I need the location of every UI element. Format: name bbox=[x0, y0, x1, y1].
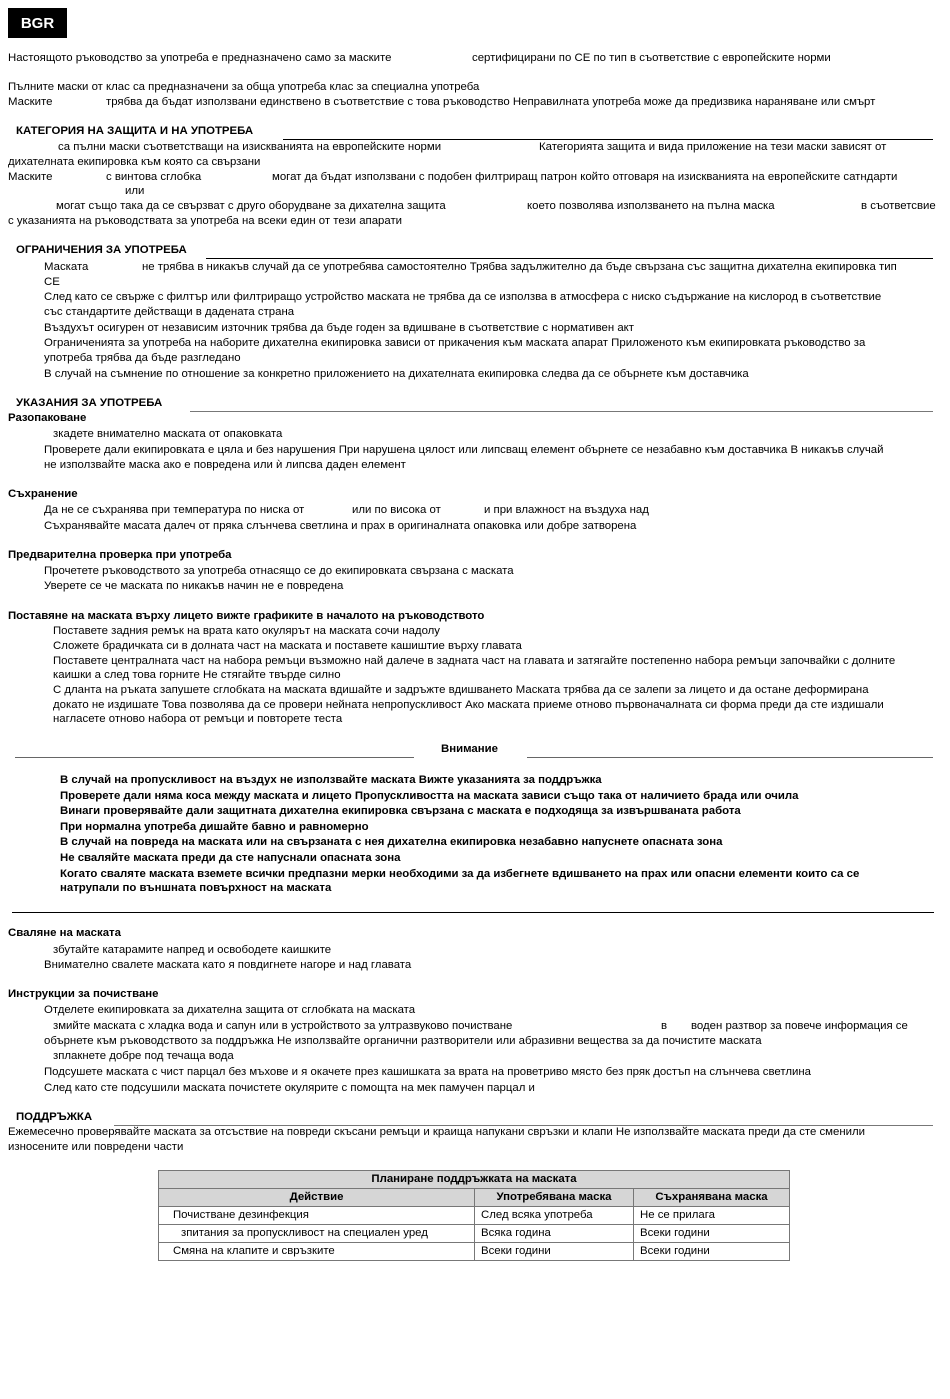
unpack-line-2: Проверете дали екипировката е цяла и без нарушения При нарушена цялост или липсващ елемент обърнете се незабавно към доставчика В никакъв случай bbox=[44, 444, 884, 456]
removal-line-2: Внимателно свалете маската като я повдигнете нагоре и над главата bbox=[44, 959, 412, 971]
cleaning-line-2c: воден разтвор за повече информация се bbox=[691, 1020, 908, 1032]
maintenance-heading: ПОДДРЪЖКА bbox=[16, 1111, 93, 1123]
intro-line-1a: Настоящото ръководство за употреба е предназначено само за маските bbox=[8, 52, 392, 64]
cleaning-line-1: Отделете екипировката за дихателна защита от сглобката на маската bbox=[44, 1004, 416, 1016]
maintenance-schedule-table bbox=[158, 1170, 790, 1261]
donning-line-3a: Поставете централната част на набора ремъци възможно най далече в задната част на главата и затягайте постепенно набора ремъци започвайки с долните bbox=[53, 655, 896, 667]
category-heading-rule bbox=[283, 139, 933, 140]
maintenance-line-1: Ежемесечно проверявайте маската за отсъствие на повреди скъсани ремъци и краища напукани свръзки и клапи Не използвайте маската преди да сте сменили bbox=[8, 1126, 865, 1138]
precheck-line-1: Прочетете ръководството за употреба отнасящо се до екипировката свързана с маската bbox=[44, 565, 514, 577]
limits-heading: ОГРАНИЧЕНИЯ ЗА УПОТРЕБА bbox=[16, 244, 187, 256]
category-line-3a: Маските bbox=[8, 171, 53, 183]
limits-p1a: Маската bbox=[44, 261, 89, 273]
cleaning-line-5: Подсушете маската с чист парцал без мъхове и я окачете през кашишката за врата на проветриво място без пряк достъп на слънчева светлина bbox=[44, 1066, 811, 1078]
cleaning-line-4: зплакнете добре под течаща вода bbox=[53, 1050, 234, 1062]
limits-heading-rule bbox=[206, 258, 933, 259]
table-header-stored: Съхранявана маска bbox=[634, 1189, 790, 1207]
warning-item: При нормална употреба дишайте бавно и равномерно bbox=[60, 821, 369, 833]
warning-bottom-rule bbox=[12, 912, 934, 913]
limits-p3: Въздухът осигурен от независим източник трябва да бъде годен за вдишване в съответствие с нормативен акт bbox=[44, 322, 635, 334]
donning-line-4a: С дланта на ръката запушете сглобката на маската вдишайте и задръжте вдишването Маската трябва да се залепи за лицето и да остане деформирана bbox=[53, 684, 869, 696]
storage-line-1a: Да не се съхранява при температура по ниска от bbox=[44, 504, 305, 516]
donning-line-4c: нагласете отново набора от ремъци и повторете теста bbox=[53, 713, 343, 725]
warning-item: В случай на пропускливост на въздух не използвайте маската Вижте указанията за поддръжка bbox=[60, 774, 602, 786]
warning-rule-right bbox=[527, 757, 933, 758]
warning-rule-left bbox=[15, 757, 414, 758]
donning-line-3b: каишки а след това горните Не стягайте твърде силно bbox=[53, 669, 341, 681]
warning-item: В случай на повреда на маската или на свързаната с нея дихателна екипировка незабавно напуснете опасната зона bbox=[60, 836, 723, 848]
category-line-4: или bbox=[125, 185, 145, 197]
language-badge: BGR bbox=[8, 8, 67, 38]
table-row bbox=[159, 1207, 790, 1225]
donning-line-2: Сложете брадичката си в долната част на маската и поставете кашиштие върху главата bbox=[53, 640, 522, 652]
donning-line-4b: докато не издишате Това позволява да се провери нейната непропускливост Ако маската приеме отново първоначалната си форма преди да сте издишали bbox=[53, 699, 884, 711]
warning-item: Проверете дали няма коса между маската и лицето Пропускливостта на маската зависи също така от наличието брада или очила bbox=[60, 790, 799, 802]
warning-item-last-b: натрупали по външната повърхност на маската bbox=[60, 882, 332, 894]
table-header-used: Употребявана маска bbox=[475, 1189, 634, 1207]
category-line-5a: могат също така да се свързват с друго оборудване за дихателна защита bbox=[56, 200, 446, 212]
category-heading: КАТЕГОРИЯ НА ЗАЩИТА И НА УПОТРЕБА bbox=[16, 125, 254, 137]
category-line-5c: в съответсвие bbox=[861, 200, 936, 212]
table-cell: Всеки години bbox=[634, 1243, 790, 1261]
limits-p5: В случай на съмнение по отношение за конкретно приложението на дихателната екипировка следва да се обърнете към доставчика bbox=[44, 368, 749, 380]
warning-title: Внимание bbox=[441, 743, 498, 755]
cleaning-line-6: След като сте подсушили маската почистете окулярите с помощта на мек памучен парцал и bbox=[44, 1082, 535, 1094]
storage-line-2: Съхранявайте масата далеч от пряка слънчева светлина и прах в оригиналната опаковка или добре затворена bbox=[44, 520, 637, 532]
unpack-title: Разопаковане bbox=[8, 412, 87, 424]
category-line-3b: с винтова сглобка bbox=[106, 171, 202, 183]
table-cell: Почистване дезинфекция bbox=[159, 1207, 475, 1225]
unpack-line-3: не използвайте маска ако е повредена или ѝ липсва даден елемент bbox=[44, 459, 406, 471]
category-line-3c: могат да бъдат използвани с подобен филтриращ патрон който отговаря на изискванията на европейските сатндарти bbox=[272, 171, 898, 183]
precheck-title: Предварителна проверка при употреба bbox=[8, 549, 232, 561]
table-cell: Всеки години bbox=[475, 1243, 634, 1261]
cleaning-line-2b: в bbox=[661, 1020, 668, 1032]
limits-p4b: употреба трябва да бъде разгледано bbox=[44, 352, 241, 364]
storage-line-1b: или по висока от bbox=[352, 504, 441, 516]
table-cell: Смяна на клапите и свръзките bbox=[159, 1243, 475, 1261]
usage-heading-rule bbox=[190, 411, 933, 412]
category-line-6: с указанията на ръководствата за употреба на всеки един от тези апарати bbox=[8, 215, 403, 227]
intro-line-1b: сертифицирани по CE по тип в съответствие с европейските норми bbox=[472, 52, 831, 64]
maintenance-line-2: износените или повредени части bbox=[8, 1141, 184, 1153]
category-line-1a: са пълни маски съответстващи на изискванията на европейските норми bbox=[58, 141, 442, 153]
category-line-1b: Категорията защита и вида приложение на тези маски зависят от bbox=[539, 141, 887, 153]
category-line-2: дихателната екипировка към която са свързани bbox=[8, 156, 261, 168]
table-cell: Всеки години bbox=[634, 1225, 790, 1243]
table-cell: След всяка употреба bbox=[475, 1207, 634, 1225]
limits-p2a: След като се свърже с филтър или филтриращо устройство маската не трябва да се използва в атмосфера с ниско съдържание на кислород в съответствие bbox=[44, 291, 882, 303]
usage-heading: УКАЗАНИЯ ЗА УПОТРЕБА bbox=[16, 397, 163, 409]
category-line-5b: което позволява използването на пълна маска bbox=[527, 200, 775, 212]
table-cell: Не се прилага bbox=[634, 1207, 790, 1225]
precheck-line-2: Уверете се че маската по никакъв начин не е повредена bbox=[44, 580, 344, 592]
warning-item: Не сваляйте маската преди да сте напуснали опасната зона bbox=[60, 852, 401, 864]
table-row bbox=[159, 1225, 790, 1243]
warning-item-last-a: Когато сваляте маската вземете всички предпазни мерки необходими за да избегнете вдишването на прах или опасни елементи които са се bbox=[60, 868, 860, 880]
table-cell: Всяка година bbox=[475, 1225, 634, 1243]
cleaning-title: Инструкции за почистване bbox=[8, 988, 159, 1000]
limits-p2b: със стандартите действащи в дадената страна bbox=[44, 306, 295, 318]
removal-line-1: збутайте катарамите напред и освободете каишките bbox=[53, 944, 332, 956]
intro-line-3b: трябва да бъдат използвани единствено в съответствие с това ръководство Неправилната употреба може да предизвика нараняване или смърт bbox=[106, 96, 876, 108]
donning-line-1: Поставете задния ремък на врата като окулярът на маската сочи надолу bbox=[53, 625, 440, 637]
cleaning-line-2a: змийте маската с хладка вода и сапун или в устройството за ултразвуково почистване bbox=[53, 1020, 513, 1032]
removal-title: Сваляне на маската bbox=[8, 927, 121, 939]
table-header-action: Действие bbox=[159, 1189, 475, 1207]
table-caption: Планиране поддръжката на маската bbox=[159, 1171, 790, 1189]
storage-line-1c: и при влажност на въздуха над bbox=[484, 504, 649, 516]
intro-line-2: Пълните маски от клас са предназначени за обща употреба клас за специална употреба bbox=[8, 81, 480, 93]
warning-item: Винаги проверявайте дали защитната дихателна екипировка свързана с маската е подходяща за извършваната работа bbox=[60, 805, 741, 817]
unpack-line-1: зкадете внимателно маската от опаковката bbox=[53, 428, 283, 440]
donning-title: Поставяне на маската върху лицето вижте графиките в началото на ръководството bbox=[8, 610, 485, 622]
table-cell: зпитания за пропускливост на специален уред bbox=[159, 1225, 475, 1243]
table-row bbox=[159, 1243, 790, 1261]
storage-title: Съхранение bbox=[8, 488, 78, 500]
intro-line-3a: Маските bbox=[8, 96, 53, 108]
cleaning-line-3: обърнете към ръководството за поддръжка Не използвайте органични разтворители или абразивни вещества за да почистите маската bbox=[44, 1035, 762, 1047]
limits-p1c: CE bbox=[44, 276, 60, 288]
limits-p4a: Ограниченията за употреба на наборите дихателна екипировка зависи от прикачения към маската апарат Приложеното към екипировката ръководство за bbox=[44, 337, 866, 349]
limits-p1b: не трябва в никакъв случай да се употребява самостоятелно Трябва задължително да бъде свързана със защитна дихателна екипировка тип bbox=[142, 261, 897, 273]
